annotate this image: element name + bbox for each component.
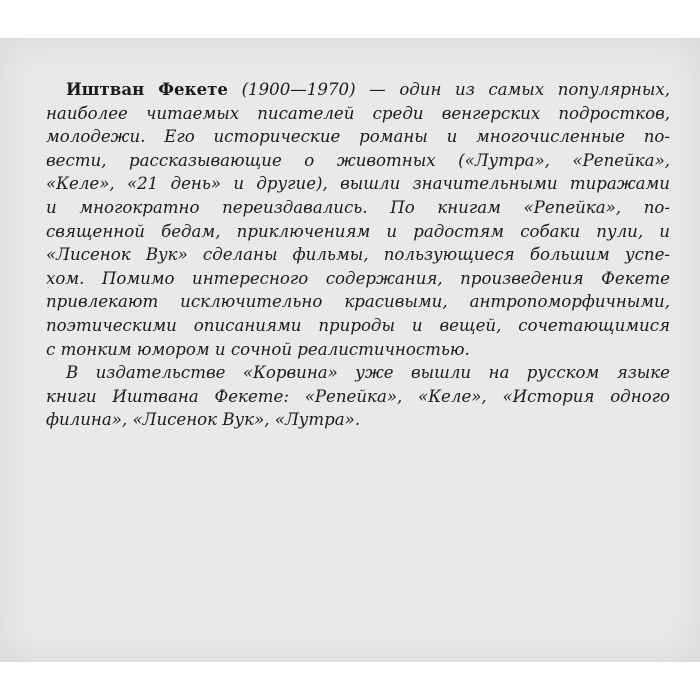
paragraph-1-line-1 (46, 78, 670, 102)
paragraph-1-line: вести, рассказывающие о животных («Лутра», «Репейка», (46, 150, 670, 170)
paragraph-1-line: поэтическими описаниями природы и вещей, сочетающимися (46, 315, 670, 335)
paragraph-1-line: священной бедам, приключениям и радостям собаки пули, и (46, 221, 670, 241)
paragraph-1-line: «Келе», «21 день» и другие), вышли значительными тиражами (46, 174, 670, 194)
paragraph-1-line: хом. Помимо интересного содержания, произведения Фекете (46, 268, 670, 288)
paragraph-2-line: книги Иштвана Фекете: «Репейка», «Келе», «История одного (46, 386, 670, 406)
paragraph-2-line: В издательстве «Корвина» уже вышли на русском языке (66, 363, 670, 383)
author-name: Иштван Фекете (66, 79, 228, 99)
paragraph-1-line: «Лисенок Вук» сделаны фильмы, пользующиеся большим успе- (46, 245, 670, 265)
paragraph-1-line: наиболее читаемых писателей среди венгерских подростков, (46, 103, 670, 123)
scan-margin-bottom (0, 662, 700, 700)
scan-margin-top (0, 0, 700, 38)
paragraph-1-line: и многократно переиздавались. По книгам «Репейка», по- (46, 197, 670, 217)
paragraph-1-line: с тонким юмором и сочной реалистичностью. (46, 339, 470, 359)
paragraph-1-line: молодежи. Его исторические романы и многочисленные по- (46, 127, 670, 147)
annotation-text (46, 78, 670, 432)
author-dates-line: (1900—1970) — один из самых популярных, (227, 80, 670, 99)
paragraph-1-line: привлекают исключительно красивыми, антропоморфичными, (46, 292, 670, 312)
paragraph-2-line: филина», «Лисенок Вук», «Лутра». (46, 410, 361, 430)
